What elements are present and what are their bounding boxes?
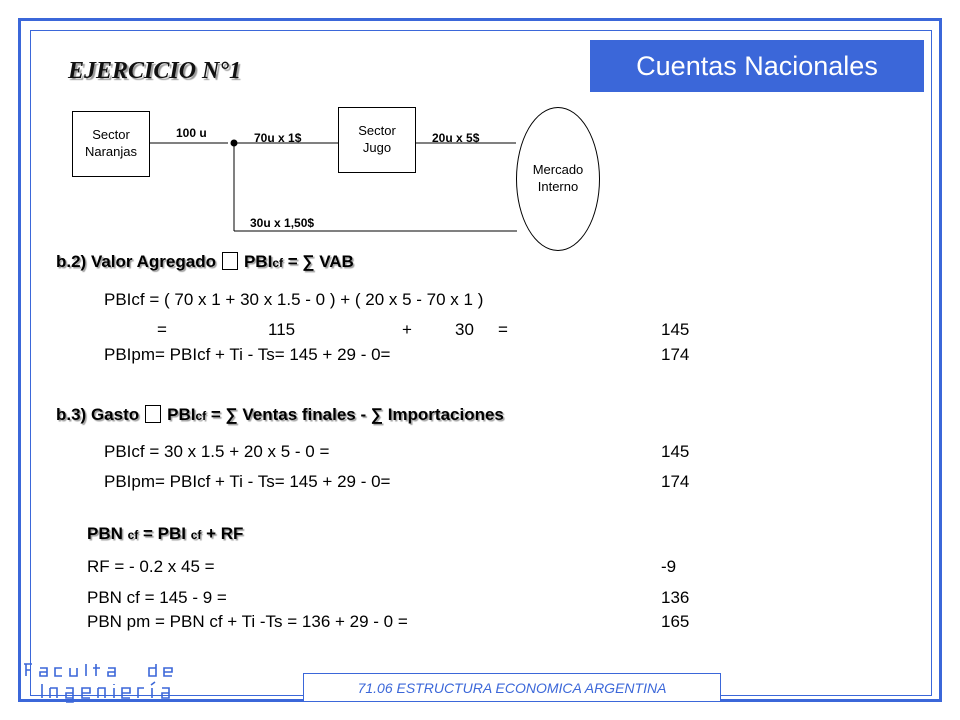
missing-glyph-icon	[222, 252, 238, 270]
header-title: Cuentas Nacionales	[590, 40, 924, 92]
pbn-line3-result: 165	[661, 612, 690, 631]
missing-glyph-icon	[145, 405, 161, 423]
mercado-interno-ellipse: Mercado Interno	[516, 107, 600, 251]
heading-pbn-c: + RF	[201, 524, 244, 543]
heading-b2-prefix: b.2) Valor Agregado	[56, 252, 216, 271]
b2-line2-eq2: =	[498, 320, 508, 339]
heading-b2-pbi: PBI	[243, 252, 273, 271]
logo-row-1	[24, 664, 172, 676]
b3-line2-result: 174	[661, 472, 690, 491]
flow-label-30u: 30u x 1,50$	[250, 216, 315, 230]
b2-line2-result: 145	[661, 320, 690, 339]
pbn-line-pbnpm: PBN pm = PBN cf + Ti -Ts = 136 + 29 - 0 =	[87, 612, 408, 631]
b2-line-pbicf: PBIcf = ( 70 x 1 + 30 x 1.5 - 0 ) + ( 20 x 5 - 70 x 1 )	[104, 290, 484, 309]
b2-line2-a: 115	[268, 320, 296, 339]
b2-line2-eq: =	[157, 320, 167, 339]
heading-b3-sub: cf	[195, 409, 207, 423]
b3-line-pbipm: PBIpm= PBIcf + Ti - Ts= 145 + 29 - 0=	[104, 472, 391, 491]
heading-pbn-a: PBN	[87, 524, 128, 543]
logo-row-2	[42, 682, 169, 702]
exercise-title: EJERCICIO N°1	[68, 58, 241, 84]
heading-b3-suffix: = ∑ Ventas finales - ∑ Importaciones	[206, 405, 504, 424]
b2-line2-b: 30	[455, 320, 474, 339]
heading-pbn	[87, 524, 243, 544]
b3-line1-result: 145	[661, 442, 690, 461]
heading-pbn-sub2: cf	[190, 528, 202, 542]
b2-line3-result: 174	[661, 345, 690, 364]
heading-b2-suffix: = ∑ VAB	[282, 252, 354, 271]
heading-pbn-sub1: cf	[127, 528, 139, 542]
pbn-line-rf: RF = - 0.2 x 45 =	[87, 557, 215, 576]
heading-pbn-b: = PBI	[138, 524, 191, 543]
flow-label-70u: 70u x 1$	[254, 131, 302, 145]
sector-jugo-box: Sector Jugo	[338, 107, 416, 173]
b2-line2-plus: +	[402, 320, 412, 339]
heading-b3-pbi: PBI	[167, 405, 196, 424]
heading-b2-sub: cf	[272, 256, 283, 270]
faculty-logo	[22, 660, 202, 704]
footer-course-label: 71.06 ESTRUCTURA ECONOMICA ARGENTINA	[303, 673, 721, 702]
sector-naranjas-box: Sector Naranjas	[72, 111, 150, 177]
pbn-line1-result: -9	[661, 557, 677, 576]
heading-b3-prefix: b.3) Gasto	[56, 405, 140, 424]
b3-line-pbicf: PBIcf = 30 x 1.5 + 20 x 5 - 0 =	[104, 442, 330, 461]
pbn-line2-result: 136	[661, 588, 690, 607]
heading-gasto	[56, 405, 504, 425]
b2-line-pbipm: PBIpm= PBIcf + Ti - Ts= 145 + 29 - 0=	[104, 345, 391, 364]
heading-valor-agregado	[56, 252, 354, 272]
flow-label-100u: 100 u	[176, 126, 207, 140]
pbn-line-pbncf: PBN cf = 145 - 9 =	[87, 588, 227, 607]
flow-label-20u: 20u x 5$	[432, 131, 480, 145]
